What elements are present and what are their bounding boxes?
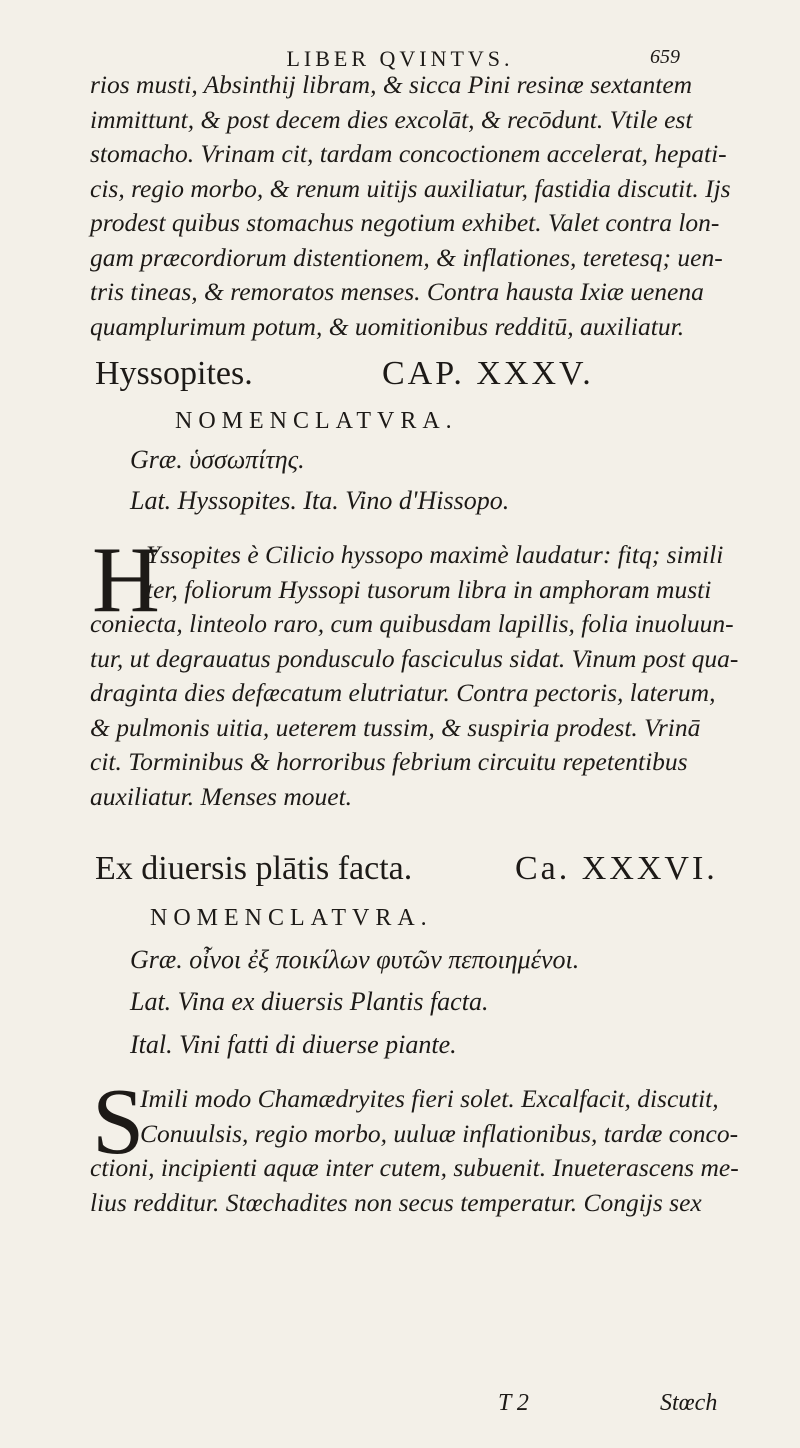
text-line: prodest quibus stomachus negotium exhibet. Valet contra lon- — [90, 208, 720, 237]
latin-italian-names: Lat. Hyssopites. Ita. Vino d'Hissopo. — [130, 486, 510, 515]
signature-mark: T 2 — [498, 1390, 529, 1416]
running-title: LIBER QVINTVS. — [286, 46, 514, 71]
text-line: Yssopites è Cilicio hyssopo maximè laudatur: fitq; simili — [146, 540, 724, 569]
text-line: ctioni, incipienti aquæ inter cutem, subuenit. Inueterascens me- — [90, 1153, 739, 1182]
drop-capital: H — [92, 528, 160, 632]
italian-name: Ital. Vini fatti di diuerse piante. — [130, 1030, 457, 1059]
greek-name: Græ. ὑσσωπίτης. — [130, 445, 305, 474]
chapter-heading — [95, 355, 785, 393]
text-line: immittunt, & post decem dies excolāt, & recōdunt. Vtile est — [90, 104, 693, 134]
text-line: ter, foliorum Hyssopi tusorum libra in amphoram musti — [146, 574, 712, 604]
text-line: coniecta, linteolo raro, cum quibusdam lapillis, folia inuoluun- — [90, 609, 734, 638]
text-line: Conuulsis, regio morbo, uuluæ inflationibus, tardæ conco- — [140, 1118, 739, 1148]
text-line: draginta dies defæcatum elutriatur. Contra pectoris, laterum, — [90, 678, 716, 707]
text-line: gam præcordiorum distentionem, & inflationes, teretesq; uen- — [90, 242, 723, 272]
text-line: tur, ut degrauatus pondusculo fasciculus sidat. Vinum post qua- — [90, 643, 739, 673]
text-line: cis, regio morbo, & renum uitijs auxiliatur, fastidia discutit. Ijs — [90, 173, 731, 203]
text-line: rios musti, Absinthij libram, & sicca Pini resinæ sextantem — [90, 70, 693, 99]
paragraph-continuation — [90, 68, 780, 344]
text-line: Imili modo Chamædryites fieri solet. Excalfacit, discutit, — [140, 1084, 719, 1113]
chapter-number: Ca. XXXVI. — [515, 850, 718, 887]
drop-capital: S — [92, 1070, 145, 1174]
greek-name: Græ. οἶνοι ἐξ ποικίλων φυτῶν πεποιημένοι. — [130, 945, 580, 974]
text-line: auxiliatur. Menses mouet. — [90, 781, 353, 811]
text-line: quamplurimum potum, & uomitionibus redditū, auxiliatur. — [90, 311, 685, 341]
latin-name: Lat. Vina ex diuersis Plantis facta. — [130, 987, 489, 1016]
text-line: & pulmonis uitia, ueterem tussim, & suspiria prodest. Vrinā — [90, 712, 701, 742]
page-number: 659 — [650, 46, 680, 68]
text-line: lius redditur. Stœchadites non secus temperatur. Congijs sex — [90, 1187, 702, 1217]
nomenclatura-heading: NOMENCLATVRA. — [150, 905, 433, 931]
nomenclatura-heading: NOMENCLATVRA. — [175, 408, 458, 434]
catchword: Stœch — [660, 1390, 718, 1416]
chapter-heading — [95, 850, 785, 888]
text-line: stomacho. Vrinam cit, tardam concoctionem accelerat, hepati- — [90, 139, 727, 168]
chapter-number: CAP. XXXV. — [382, 355, 594, 392]
text-line: tris tineas, & remoratos menses. Contra hausta Ixiæ uenena — [90, 277, 704, 306]
chapter-35-body — [90, 528, 780, 814]
chapter-title: Ex diuersis plātis facta. — [95, 850, 413, 887]
chapter-36-body — [90, 1070, 780, 1220]
chapter-title: Hyssopites. — [95, 355, 253, 392]
text-line: cit. Torminibus & horroribus febrium circuitu repetentibus — [90, 747, 688, 776]
